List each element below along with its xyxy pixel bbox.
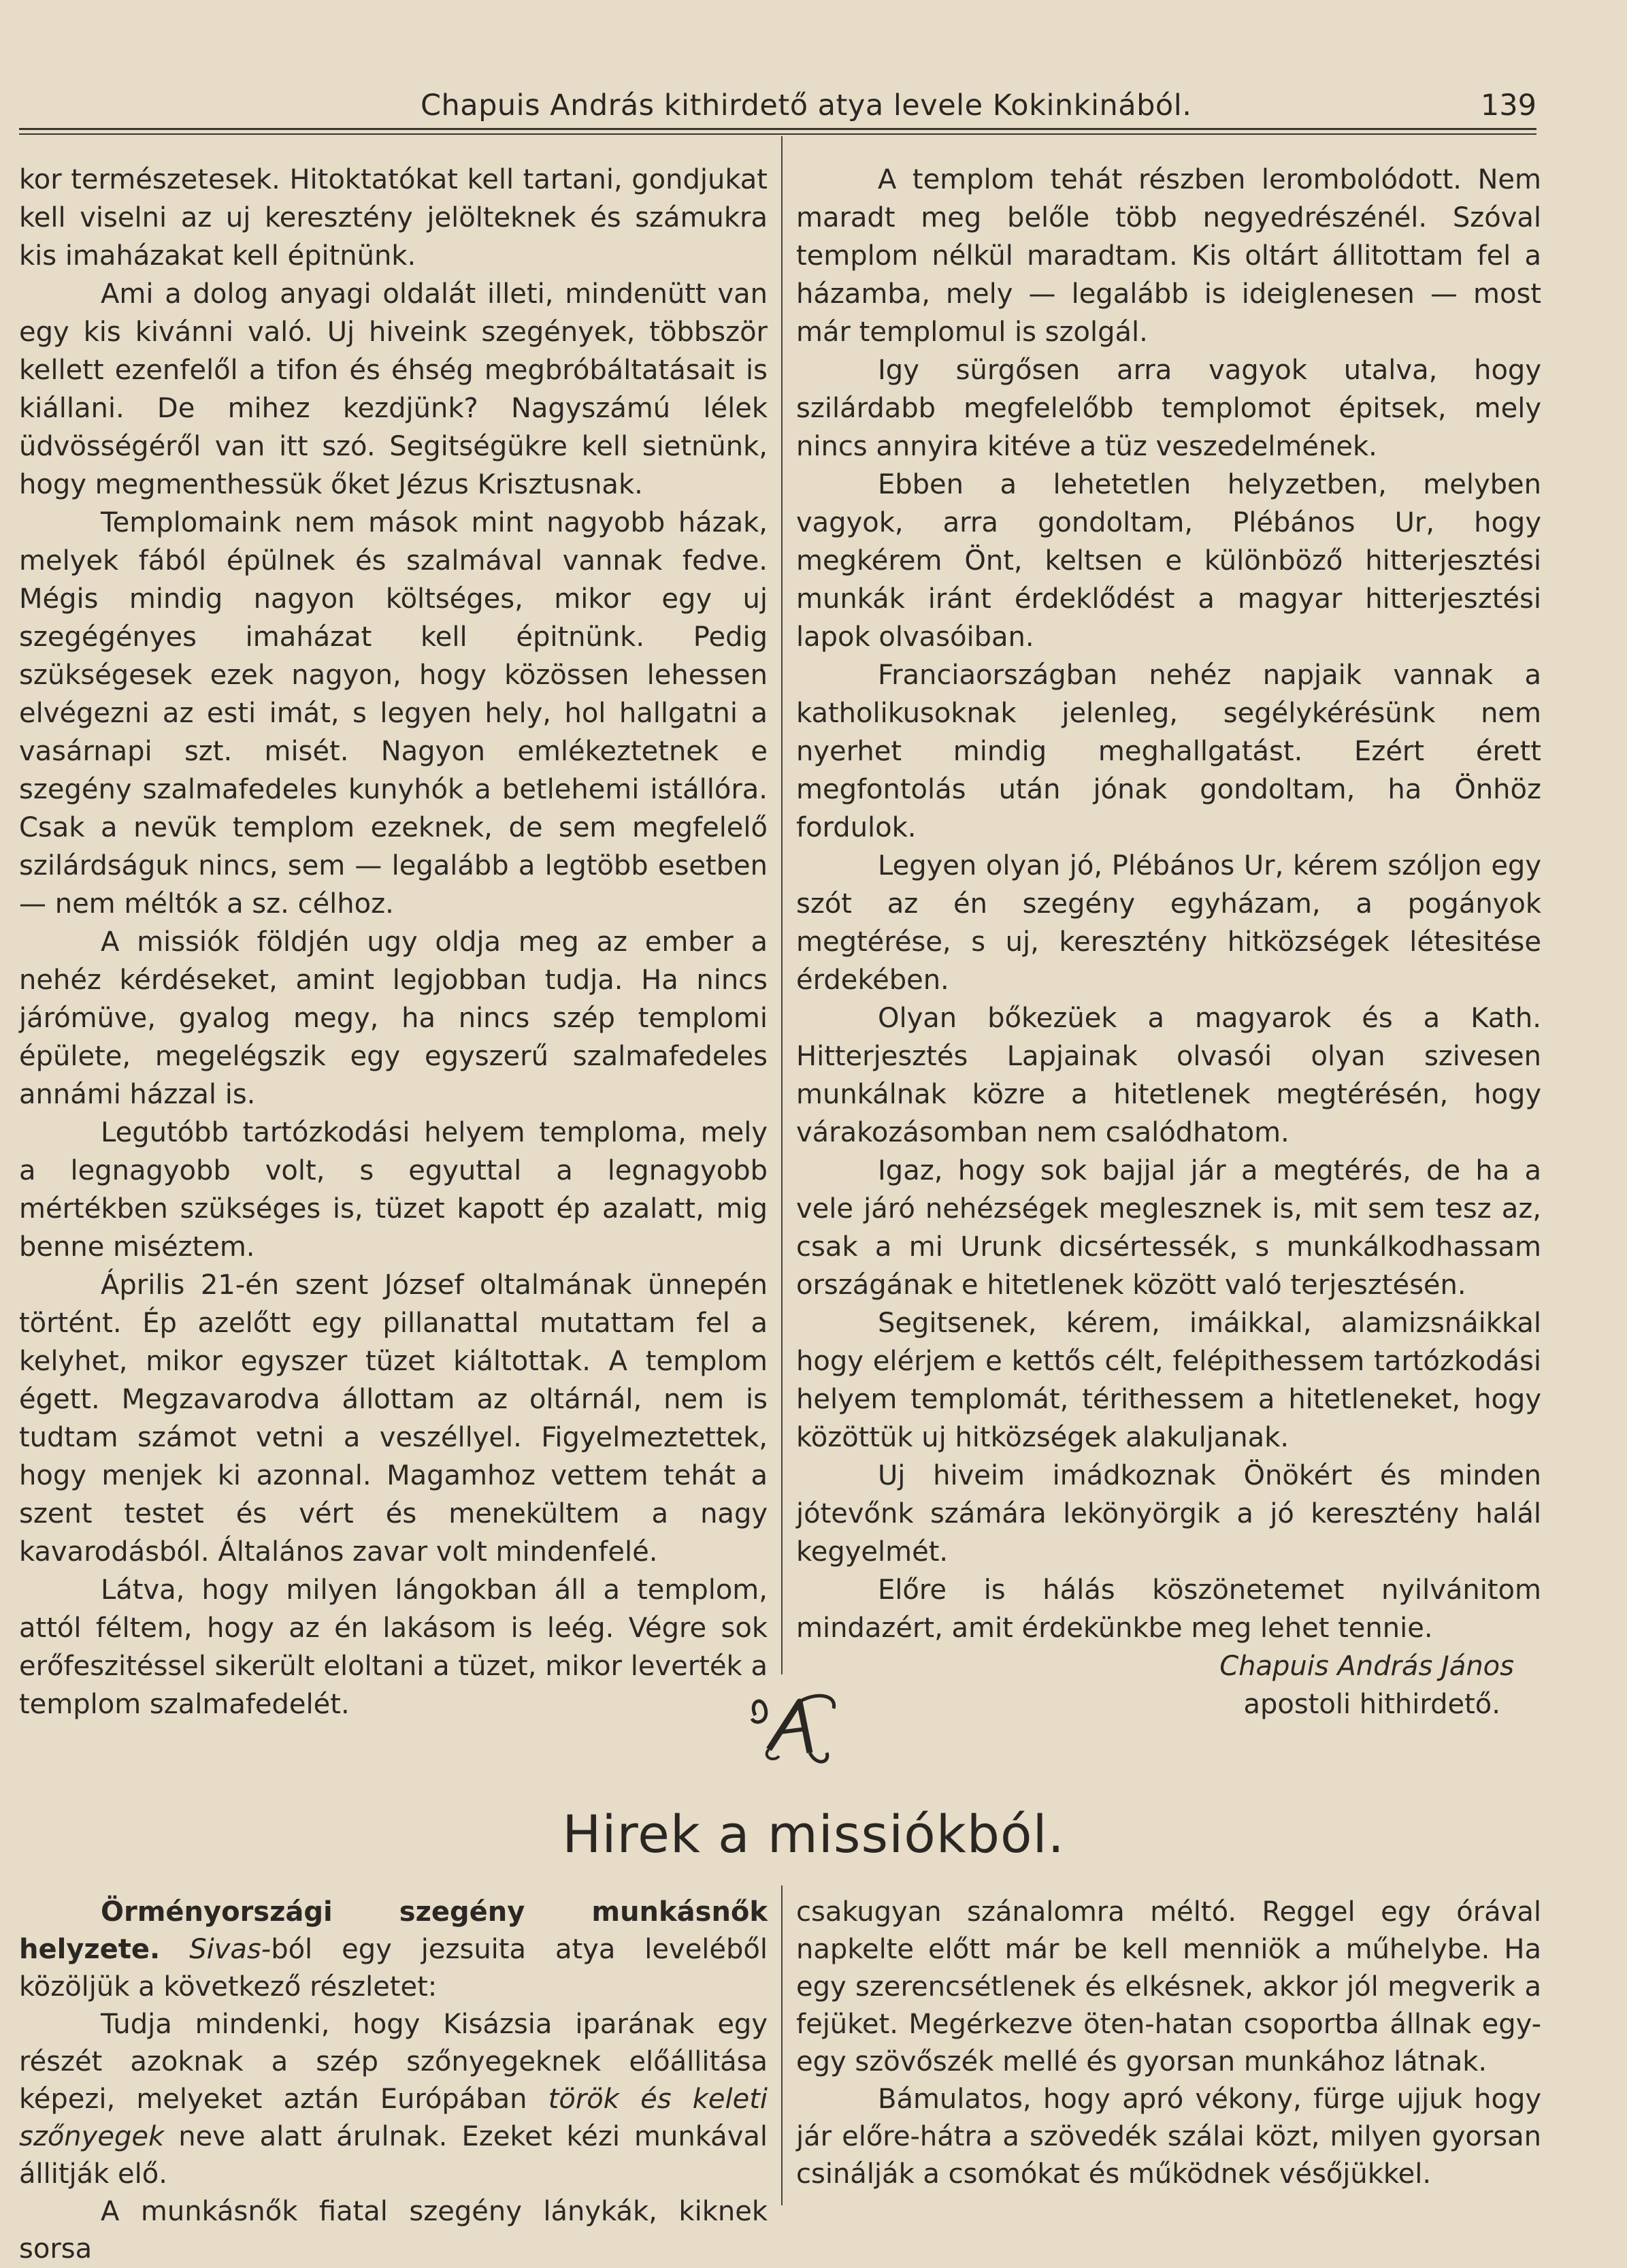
paragraph: Ami a dolog anyagi oldalát illeti, mindenütt van egy kis kivánni való. Uj hiveink szegények, többször kellett ezenfelől a tifon és éhség megbróbáltatásait is kiállani. De mihez kezdjünk? Nagyszámú lélek üdvösségéről van itt szó. Segitségükre kell sietnünk, hogy megmenthessük őket Jézus Krisztusnak. xyxy=(19,278,768,500)
paragraph: Legyen olyan jó, Plébános Ur, kérem szóljon egy szót az én szegény egyházam, a pogányok megtérése, s uj, keresztény hitközségek létesitése érdekében. xyxy=(796,850,1541,996)
news-left-column xyxy=(19,1894,768,2268)
paragraph: Templomaink nem mások mint nagyobb házak, melyek fából épülnek és szalmával vannak fedve. Mégis mindig nagyon költséges, mikor egy uj szegégényes imaházat kell épitnünk. Pedig szükségesek ezek nagyon, hogy közössen lehessen elvégezni az esti imát, s legyen hely, hol hallgatni a vasárnapi szt. misét. Nagyon emlékeztetnek e szegény szalmafedeles kunyhók a betlehemi istállóra. Csak a nevük templom ezeknek, de sem megfelelő szilárdságuk nincs, sem — legalább a legtöbb esetben — nem méltók a sz. célhoz. xyxy=(19,507,768,920)
paragraph: csakugyan szánalomra méltó. Reggel egy órával napkelte előtt már be kell menniök a műhelybe. Ha egy szerencsétlenek és elkésnek, akkor jól megverik a fejüket. Megérkezve öten-hatan csoportba állnak egy-egy szövőszék mellé és gyorsan munkához látnak. xyxy=(796,1896,1541,2077)
paragraph-text: Tudja mindenki, hogy Kisázsia iparának egy részét azoknak a szép szőnyegeknek előállitása képezi, melyeket aztán Európában xyxy=(19,2009,768,2115)
page-number: 139 xyxy=(1480,88,1536,123)
paragraph: Bámulatos, hogy apró vékony, fürge ujjuk hogy jár előre-hátra a szövedék szálai közt, milyen gyorsan csinálják a csomókat és működnek vésőjükkel. xyxy=(796,2084,1541,2190)
news-right-column xyxy=(796,1894,1541,2193)
header-rule-thick xyxy=(19,128,1536,130)
paragraph: Igy sürgősen arra vagyok utalva, hogy szilárdabb megfelelőbb templomot épitsek, mely nincs annyira kitéve a tüz veszedelmének. xyxy=(796,355,1541,462)
news-heading: Örményországi szegény munkásnők helyzete. xyxy=(19,1896,768,1965)
column-divider xyxy=(781,136,783,1674)
paragraph: A missiók földjén ugy oldja meg az ember a nehéz kérdéseket, amint legjobban tudja. Ha nincs járómüve, gyalog megy, ha nincs szép templomi épülete, megelégszik egy egyszerű szalmafedeles annámi házzal is. xyxy=(19,926,768,1110)
paragraph: Legutóbb tartózkodási helyem temploma, mely a legnagyobb volt, s egyuttal a legnagyobb mértékben szükséges is, tüzet kapott ép azalatt, mig benne miséztem. xyxy=(19,1117,768,1263)
header-rule-thin xyxy=(19,133,1536,135)
column-divider xyxy=(781,1885,783,2205)
section-title: Hirek a missiókból. xyxy=(562,1804,1065,1864)
news-lead-paragraph xyxy=(19,1894,768,2006)
paragraph-italic: török és keleti szőnyegek xyxy=(19,2084,768,2152)
paragraph: Április 21-én szent József oltalmának ünnepén történt. Ép azelőtt egy pillanattal mutattam fel a kelyhet, mikor egyszer tüzet kiáltottak. A templom égett. Megzavarodva állottam az oltárnál, nem is tudtam számot vetni a veszéllyel. Figyelmeztettek, hogy menjek ki azonnal. Magamhoz vettem tehát a szent testet és vért és menekültem a nagy kavarodásból. Általános zavar volt mindenfelé. xyxy=(19,1269,768,1568)
paragraph: Előre is hálás köszönetemet nyilvánitom mindazért, amit érdekünkbe meg lehet tennie. xyxy=(796,1574,1541,1644)
paragraph: Franciaországban nehéz napjaik vannak a katholikusoknak jelenleg, segélykérésünk nem nyerhet mindig meghallgatást. Ezért érett megfontolás után jónak gondoltam, ha Önhöz fordulok. xyxy=(796,660,1541,843)
paragraph: Uj hiveim imádkoznak Önökért és minden jótevőnk számára lekönyörgik a jó keresztény halál kegyelmét. xyxy=(796,1460,1541,1568)
signature-name: Chapuis András János xyxy=(1219,1651,1514,1682)
paragraph: A munkásnők fiatal szegény lánykák, kiknek sorsa xyxy=(19,2196,768,2265)
news-lead-text: ból egy jezsuita atya leveléből közöljük a következő részletet: xyxy=(19,1934,768,2003)
paragraph: Látva, hogy milyen lángokban áll a templom, attól féltem, hogy az én lakásom is leég. Végre sok erőfeszitéssel sikerült eloltani a tüzet, mikor leverték a templom szalmafedelét. xyxy=(19,1574,768,1720)
ornament-icon xyxy=(742,1688,844,1770)
article-right-column xyxy=(796,161,1541,1723)
news-place: Sivas- xyxy=(189,1934,272,1965)
running-title: Chapuis András kithirdető atya levele Kokinkinából. xyxy=(421,88,1192,123)
paragraph: Segitsenek, kérem, imáikkal, alamizsnáikkal hogy elérjem e kettős célt, felépithessem tartózkodási helyem templomát, térithessem a hitetleneket, hogy közöttük uj hitközségek alakuljanak. xyxy=(796,1308,1541,1453)
paragraph xyxy=(19,2006,768,2193)
paragraph: kor természetesek. Hitoktatókat kell tartani, gondjukat kell viselni az uj keresztény jelölteknek és számukra kis imaházakat kell épitnünk. xyxy=(19,164,768,272)
paragraph: A templom tehát részben lerombolódott. Nem maradt meg belőle több negyedrészénél. Szóval templom nélkül maradtam. Kis oltárt állitottam fel a házamba, mely — legalább is ideiglenesen — most már templomul is szolgál. xyxy=(796,164,1541,348)
signature-role: apostoli hithirdető. xyxy=(1243,1689,1500,1720)
paragraph: Igaz, hogy sok bajjal jár a megtérés, de ha a vele járó nehézségek meglesznek is, mit sem tesz az, csak a mi Urunk dicsértessék, s munkálkodhassam országának e hitetlenek között való terjesztésén. xyxy=(796,1155,1541,1301)
paragraph: Olyan bőkezüek a magyarok és a Kath. Hitterjesztés Lapjainak olvasói olyan szivesen munkálnak közre a hitetlenek megtérésén, hogy várakozásomban nem csalódhatom. xyxy=(796,1003,1541,1148)
paragraph: Ebben a lehetetlen helyzetben, melyben vagyok, arra gondoltam, Plébános Ur, hogy megkérem Önt, keltsen e különböző hitterjesztési munkák iránt érdeklődést a magyar hitterjesztési lapok olvasóiban. xyxy=(796,469,1541,653)
article-left-column xyxy=(19,161,768,1723)
paragraph-text: neve alatt árulnak. Ezeket kézi munkával állitják elő. xyxy=(19,2121,768,2190)
